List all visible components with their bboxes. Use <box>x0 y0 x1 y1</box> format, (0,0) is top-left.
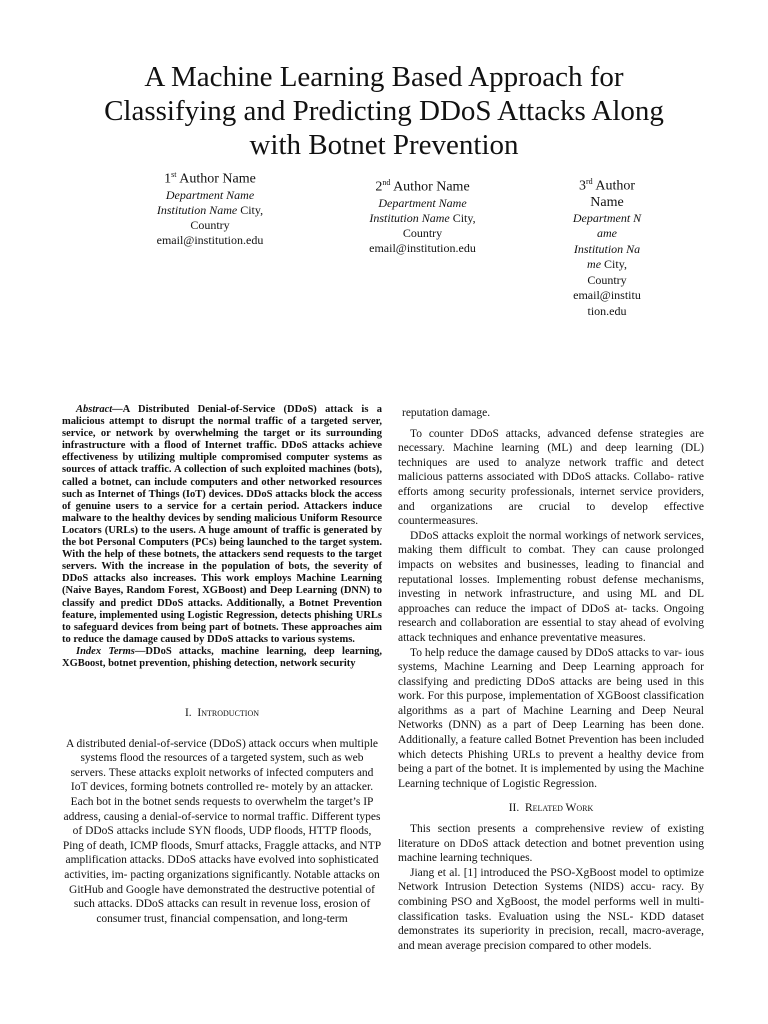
related-paragraph-2: Jiang et al. [1] introduced the PSO-XgBoost model to optimize Network Intrusion Detection Systems (NIDS) accu- racy. By combining PSO and XgBoost, the model performs well in multi-classification tasks. Evaluation using the NSL- KDD dataset demonstrates its superiority in precision, recall, macro-average, and mean average precision compared to other models. <box>398 866 704 952</box>
author-country: Country <box>190 217 230 232</box>
intro-paragraph-2: To counter DDoS attacks, advanced defense strategies are necessary. Machine learning (ML) and deep learning (DL) techniques are used to analyze network traffic and detect malicious patterns associated with DDoS attacks. Collabo- rative efforts among security professionals, internet service providers, and organizations are crucial to develop effective countermeasures. <box>398 427 704 528</box>
abstract-text: —A Distributed Denial-of-Service (DDoS) attack is a malicious attempt to disrupt the normal traffic of a targeted server, service, or network by overwhelming the target or its surrounding infrastructure with a flood of Internet traffic. DDoS attacks achieve effectiveness by utilizing multiple compromised computer systems as sources of attack traffic. A collection of such exploited machines (bots), called a botnet, can include computers and other networked resources such as Internet of Things (IoT) devices. DDoS attacks block the access of genuine users to a service for a certain period. Attackers induce malware to the healthy devices by sending malicious Uniform Resource Locators (URLs) to the users. A huge amount of traffic is generated by the bot Personal Computers (PCs) being launched to the target system. With the help of these botnets, the attackers send requests to the target servers. With the increase in the population of bots, the severity of DDoS attacks also increases. This work employs Machine Learning (Naive Bayes, Random Forest, XGBoost) and Deep Learning (DNN) to classify and predict DDoS attacks. Additionally, a Botnet Prevention feature, implemented using Logistic Regression, detects phishing URLs to safeguard devices from being part of botnets. These approaches aim to reduce the damage caused by DDoS attacks to various systems. <box>62 404 382 645</box>
abstract <box>62 404 382 646</box>
abstract-label: Abstract <box>76 404 113 415</box>
author-email: email@institution.edu <box>156 232 264 247</box>
section-heading-introduction: I. Introduction <box>184 707 260 720</box>
author-block-3 <box>572 174 642 319</box>
index-terms <box>62 646 382 670</box>
author-email: email@institution.edu <box>573 288 641 318</box>
author-email: email@institution.edu <box>369 240 476 255</box>
intro-paragraph-1: A distributed denial-of-service (DDoS) attack occurs when multiple systems flood the resources of a targeted system, such as web servers. These attacks exploit networks of infected computers and IoT devices, forming botnets controlled re- motely by an attacker. Each bot in the botnet sends requests to overwhelm the target’s IP address, causing a denial-of-service to normal traffic. Different types of DDoS attacks include SYN floods, UDP floods, HTTP floods, Ping of death, ICMP floods, Smurf attacks, Fraggle attacks, and NTP amplification attacks. DDoS attacks have evolved into sophisticated activities, im- pacting organizations significantly. Notable attacks on GitHub and Google have demonstrated the destructive potential of such attacks. DDoS attacks can result in revenue loss, erosion of consumer trust, financial compensation, and long-term <box>62 737 382 925</box>
author-department: Department Name <box>378 195 467 210</box>
author-institution: Institution Name City, <box>156 202 264 217</box>
author-country: Country <box>402 225 443 240</box>
author-institution: Institution Name City, <box>369 210 476 225</box>
paper-title: A Machine Learning Based Approach for Classifying and Predicting DDoS Attacks Along with Botnet Prevention <box>104 61 664 161</box>
author-department: Department Name <box>165 187 255 202</box>
left-column <box>62 404 382 926</box>
author-block-1 <box>130 166 290 248</box>
author-name: 2nd Author Name <box>375 178 470 195</box>
index-terms-label: Index Terms <box>76 645 135 657</box>
author-block-2 <box>345 174 500 256</box>
section-heading-related-work: II. Related Work <box>508 802 594 815</box>
author-country: Country <box>587 272 627 287</box>
author-institution: Institution Name City, <box>573 241 641 272</box>
author-name: 1st Author Name <box>164 170 256 187</box>
author-department: Department Name <box>572 210 642 241</box>
intro-paragraph-3: DDoS attacks exploit the normal workings of network services, making them difficult to combat. They can cause prolonged impacts on websites and businesses, leading to financial and reputational losses. Implementing robust defense mechanisms, investing in network infrastructure, and using ML and DL approaches can reduce the impact of DDoS at- tacks. Ongoing research and collaboration are essential to stay ahead of evolving attack techniques and enhance preventative measures. <box>398 529 704 644</box>
intro-paragraph-1-continued: reputation damage. <box>402 407 491 419</box>
right-column <box>398 406 704 953</box>
related-paragraph-1: This section presents a comprehensive review of existing literature on DDoS attack detection and botnet prevention using machine learning techniques. <box>398 823 704 865</box>
intro-paragraph-4: To help reduce the damage caused by DDoS attacks to var- ious systems, Machine Learning and Deep Learning approach for classifying and predicting DDoS attacks are being used in this work. For this purpose, implementation of XGBoost classification algorithms as a part of Machine Learning and Deep Neural Networks (DNN) as a part of Deep Learning has been done. Additionally, a feature called Botnet Prevention has been included which detects Phishing URLs to prevent a healthy device from being a part of the botnet. It is implemented by using the Machine Learning technique of Logistic Regression. <box>398 646 704 790</box>
author-name: 3rd Author Name <box>578 177 636 210</box>
index-terms-text: —DDoS attacks, machine learning, deep learning, XGBoost, botnet prevention, phishing detection, network security <box>62 645 382 669</box>
